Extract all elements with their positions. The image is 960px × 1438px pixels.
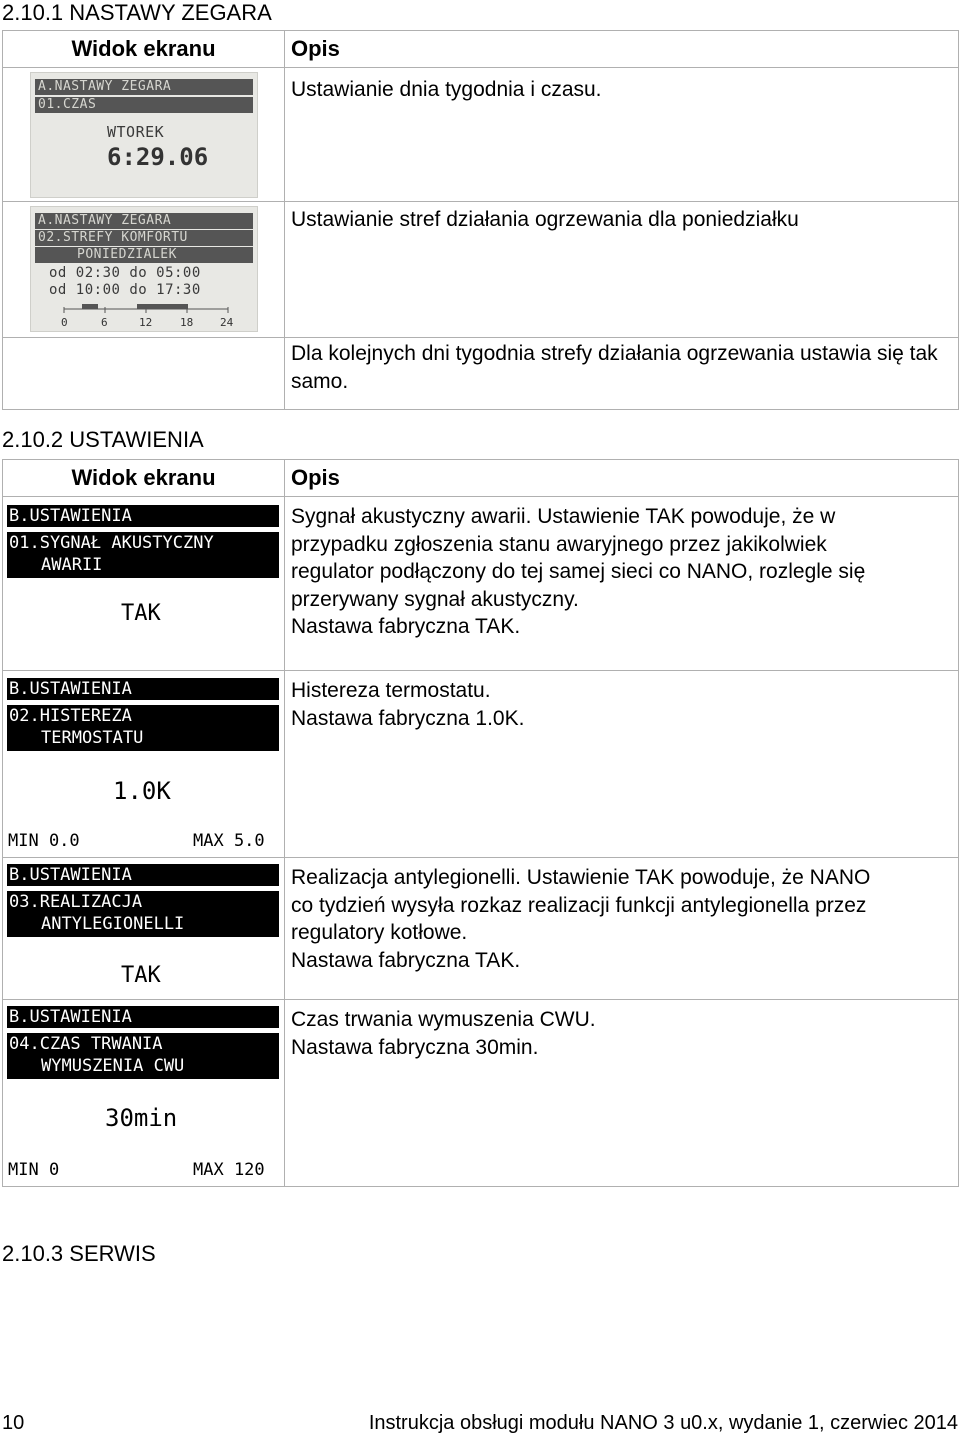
desc-cell <box>285 202 959 338</box>
lcd-max: MAX 5.0 <box>193 831 265 851</box>
tick-label: 12 <box>139 316 153 329</box>
lcd-bar-line: TERMOSTATU <box>41 728 144 748</box>
description-text <box>291 864 954 974</box>
desc-cell <box>285 858 959 1000</box>
footer-title: Instrukcja obsługi modułu NANO 3 u0.x, wydanie 1, czerwiec 2014 <box>368 1412 958 1434</box>
desc-cell <box>285 671 959 858</box>
lcd-bar <box>7 1033 279 1079</box>
lcd-bar <box>7 532 279 578</box>
section-heading-ustawienia: 2.10.2 USTAWIENIA <box>2 427 204 452</box>
view-cell <box>3 202 285 338</box>
description-line: regulator podłączony do tej samej sieci co NANO, rozlegle się <box>291 560 866 583</box>
description-line: regulatory kotłowe. <box>291 921 468 944</box>
lcd-screen-czas <box>30 72 258 198</box>
view-cell <box>3 858 285 1000</box>
lcd-min: MIN 0.0 <box>8 831 80 851</box>
lcd-bar-line: AWARII <box>41 555 103 575</box>
lcd-value: TAK <box>121 963 161 988</box>
lcd-value: 1.0K <box>113 777 171 805</box>
description-line: Nastawa fabryczna 1.0K. <box>291 706 525 730</box>
lcd-time: 6:29.06 <box>107 143 209 171</box>
tick-label: 0 <box>61 316 68 329</box>
lcd-value: TAK <box>121 601 161 626</box>
description-line: Czas trwania wymuszenia CWU. <box>291 1008 596 1031</box>
lcd-bar-line: 01.SYGNAŁ AKUSTYCZNY <box>9 533 214 553</box>
desc-cell <box>285 1000 959 1187</box>
column-header-desc: Opis <box>285 31 959 68</box>
view-cell <box>3 671 285 858</box>
description-text: Dla kolejnych dni tygodnia strefy działania ogrzewania ustawia się tak samo. <box>291 342 938 393</box>
lcd-screen-strefy-komfortu <box>30 206 258 332</box>
view-cell <box>3 1000 285 1187</box>
description-text <box>291 1006 954 1061</box>
lcd-bar-line: WYMUSZENIA CWU <box>41 1056 185 1076</box>
lcd-bar-line: 03.REALIZACJA <box>9 892 143 912</box>
lcd-bar-line: 04.CZAS TRWANIA <box>9 1034 163 1054</box>
lcd-zone-bar <box>137 304 188 309</box>
description-line: Realizacja antylegionelli. Ustawienie TAK powoduje, że NANO <box>291 866 871 889</box>
description-line: Nastawa fabryczna 30min. <box>291 1035 539 1059</box>
description-line: Nastawa fabryczna TAK. <box>291 615 521 638</box>
lcd-zone-line: od 02:30 do 05:00 <box>49 265 201 281</box>
lcd-bar: B.USTAWIENIA <box>7 678 279 700</box>
desc-cell <box>285 338 959 410</box>
lcd-bar: 01.CZAS <box>35 97 253 113</box>
tick-label: 18 <box>180 316 194 329</box>
column-header-view: Widok ekranu <box>3 460 285 497</box>
tick-label: 6 <box>101 316 108 329</box>
desc-cell <box>285 68 959 202</box>
description-line: Histereza termostatu. <box>291 679 491 702</box>
description-line: Nastawa fabryczna TAK. <box>291 948 521 972</box>
desc-cell <box>285 497 959 671</box>
lcd-day: WTOREK <box>107 123 165 141</box>
section-heading-serwis: 2.10.3 SERWIS <box>2 1241 156 1266</box>
lcd-zone-bar <box>82 304 98 309</box>
view-cell <box>3 497 285 671</box>
description-line: co tydzień wysyła rozkaz realizacji funkcji antylegionella przez <box>291 893 867 917</box>
lcd-max: MAX 120 <box>193 1160 265 1180</box>
description-text <box>291 677 954 732</box>
view-cell <box>3 68 285 202</box>
description-text: Ustawianie dnia tygodnia i czasu. <box>291 78 602 101</box>
lcd-bar: A.NASTAWY ZEGARA <box>35 79 253 95</box>
description-line: przypadku zgłoszenia stanu awaryjnego przez jakikolwiek <box>291 532 827 556</box>
lcd-bar: B.USTAWIENIA <box>7 505 279 527</box>
description-line: Sygnał akustyczny awarii. Ustawienie TAK powoduje, że w <box>291 505 836 528</box>
lcd-bar: B.USTAWIENIA <box>7 864 279 886</box>
lcd-zone-line: od 10:00 do 17:30 <box>49 282 201 298</box>
tick-label: 24 <box>220 316 234 329</box>
lcd-min: MIN 0 <box>8 1160 60 1180</box>
description-line: przerywany sygnał akustyczny. <box>291 587 579 611</box>
table-ustawienia <box>2 459 959 1187</box>
lcd-bar-line: 02.HISTEREZA <box>9 706 132 726</box>
description-text <box>291 503 954 641</box>
column-header-desc: Opis <box>285 460 959 497</box>
section-heading-nastawy-zegara: 2.10.1 NASTAWY ZEGARA <box>2 0 272 25</box>
page-number: 10 <box>2 1412 25 1434</box>
lcd-bar <box>7 891 279 937</box>
lcd-bar: B.USTAWIENIA <box>7 1006 279 1028</box>
table-nastawy-zegara <box>2 30 959 410</box>
lcd-timeline <box>31 299 257 331</box>
lcd-value: 30min <box>105 1104 178 1132</box>
description-text: Ustawianie stref działania ogrzewania dla poniedziałku <box>291 208 799 231</box>
lcd-bar: PONIEDZIALEK <box>35 247 253 263</box>
column-header-view: Widok ekranu <box>3 31 285 68</box>
lcd-bar-line: ANTYLEGIONELLI <box>41 914 185 934</box>
lcd-bar: A.NASTAWY ZEGARA <box>35 213 253 229</box>
lcd-bar: 02.STREFY KOMFORTU <box>35 230 253 246</box>
lcd-bar <box>7 705 279 751</box>
view-cell <box>3 338 285 410</box>
